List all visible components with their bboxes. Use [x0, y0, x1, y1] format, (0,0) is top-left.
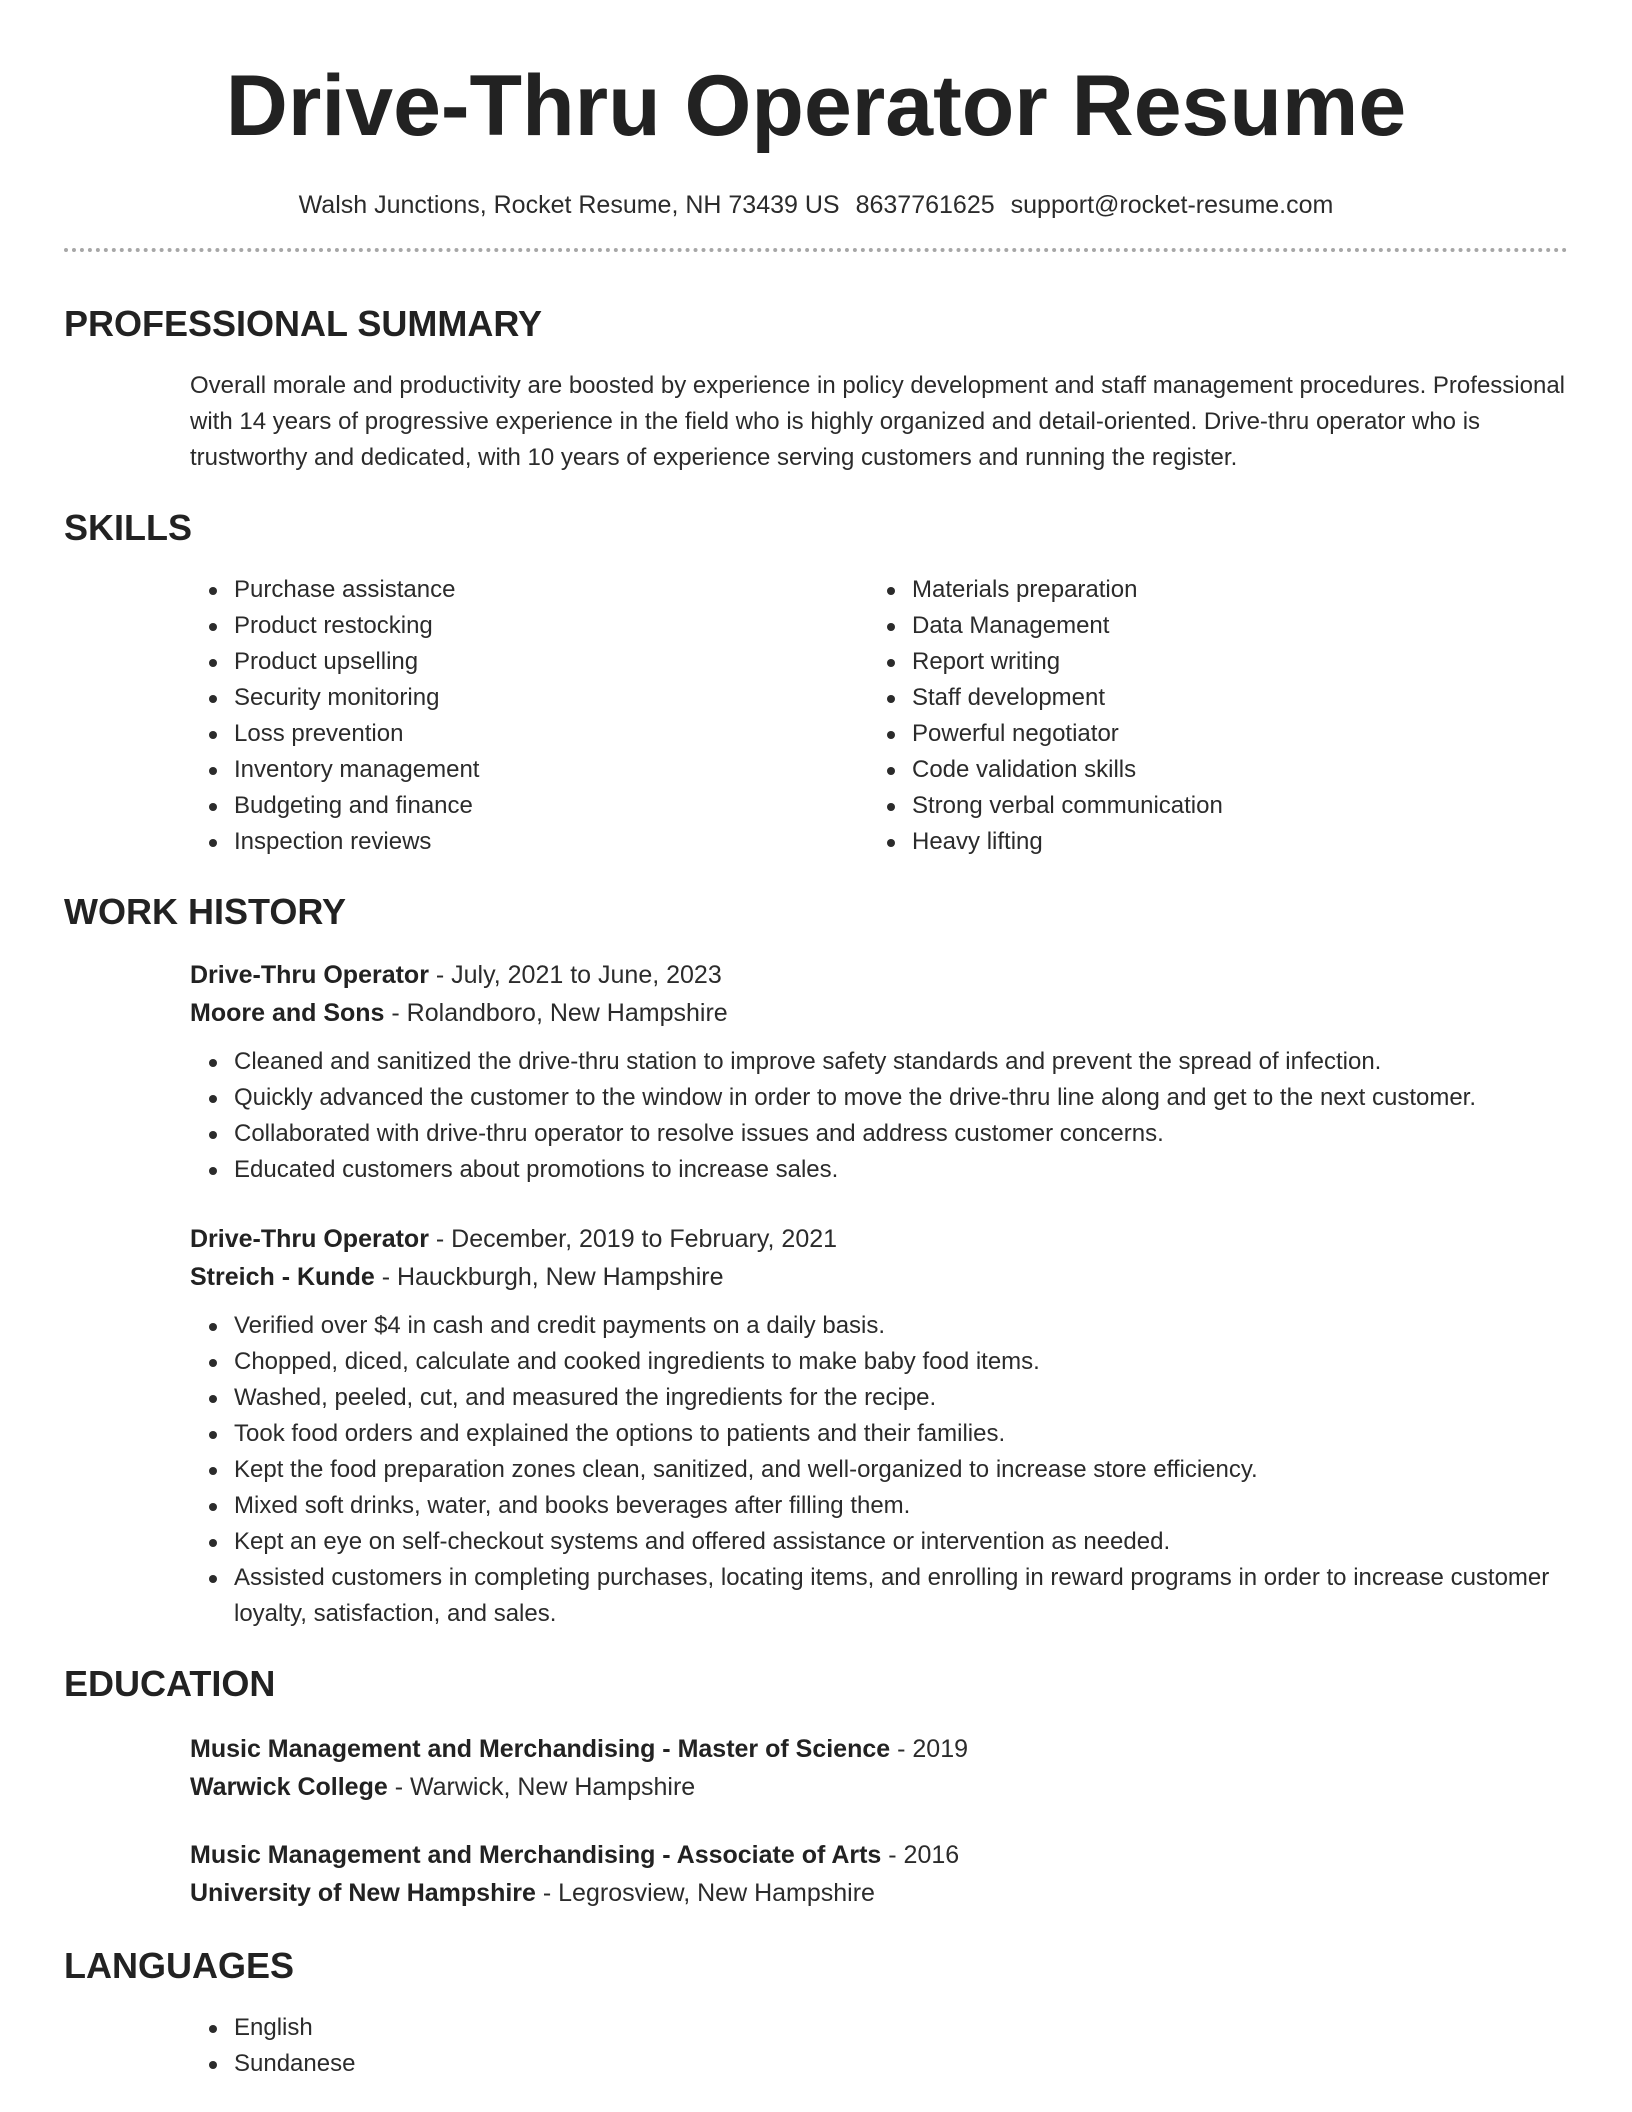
- contact-line: [64, 188, 1568, 222]
- degree: Music Management and Merchandising - Master of Science: [190, 1735, 891, 1763]
- degree: Music Management and Merchandising - Associate of Arts: [190, 1841, 882, 1869]
- school: University of New Hampshire: [190, 1879, 536, 1907]
- school-line: [190, 1768, 1568, 1806]
- job-duty: Mixed soft drinks, water, and books beverages after filling them.: [190, 1488, 1590, 1524]
- contact-phone: 8637761625: [855, 191, 995, 219]
- job-duties-list: [190, 1308, 1590, 1632]
- school-location: - Legrosview, New Hampshire: [535, 1879, 875, 1907]
- skill-item: Purchase assistance: [190, 572, 868, 608]
- education-section: [64, 1662, 1568, 1912]
- job-company: Streich - Kunde: [190, 1263, 375, 1291]
- summary-text: Overall morale and productivity are boosted by experience in policy development and staff management procedures. Professional with 14 years of progressive experience in the field who is highly organized and detail-oriented. Drive-thru operator who is trustworthy and dedicated, with 10 years of experience serving customers and running the register.: [190, 372, 1565, 471]
- school-line: [190, 1874, 1568, 1912]
- job-duty: Cleaned and sanitized the drive-thru station to improve safety standards and prevent the spread of infection.: [190, 1044, 1590, 1080]
- resume-title: Drive-Thru Operator Resume: [225, 58, 1407, 154]
- job-duty: Washed, peeled, cut, and measured the ingredients for the recipe.: [190, 1380, 1590, 1416]
- degree-year: - 2016: [881, 1841, 960, 1869]
- job-title-line: [190, 956, 1568, 994]
- header-divider: [64, 248, 1568, 252]
- job-duty: Kept an eye on self-checkout systems and offered assistance or intervention as needed.: [190, 1524, 1590, 1560]
- job-duty: Collaborated with drive-thru operator to resolve issues and address customer concerns.: [190, 1116, 1590, 1152]
- section-heading-summary: PROFESSIONAL SUMMARY: [64, 303, 543, 344]
- skill-item: Inventory management: [190, 752, 868, 788]
- education-entry: [190, 1730, 1568, 1806]
- job-duty: Quickly advanced the customer to the window in order to move the drive-thru line along and get to the next customer.: [190, 1080, 1590, 1116]
- languages-list: [190, 2010, 1568, 2082]
- job-duty: Assisted customers in completing purchases, locating items, and enrolling in reward programs in order to increase customer loyalty, satisfaction, and sales.: [190, 1560, 1590, 1632]
- contact-email: support@rocket-resume.com: [1010, 191, 1334, 219]
- job-location: - Rolandboro, New Hampshire: [384, 999, 728, 1027]
- job-company-line: [190, 994, 1568, 1032]
- skills-columns: [64, 572, 1568, 860]
- section-heading-work-history: WORK HISTORY: [64, 891, 347, 932]
- contact-address: Walsh Junctions, Rocket Resume, NH 73439 US: [298, 191, 840, 219]
- section-heading-languages: LANGUAGES: [64, 1945, 295, 1986]
- language-item: English: [190, 2010, 1568, 2046]
- school-location: - Warwick, New Hampshire: [387, 1773, 696, 1801]
- job-duty: Took food orders and explained the options to patients and their families.: [190, 1416, 1590, 1452]
- job-company: Moore and Sons: [190, 999, 385, 1027]
- skill-item: Code validation skills: [868, 752, 1468, 788]
- skills-list-right: [868, 572, 1468, 860]
- skill-item: Staff development: [868, 680, 1468, 716]
- job-duty: Chopped, diced, calculate and cooked ingredients to make baby food items.: [190, 1344, 1590, 1380]
- skills-list-left: [190, 572, 868, 860]
- job-location: - Hauckburgh, New Hampshire: [374, 1263, 724, 1291]
- job-dates: - December, 2019 to February, 2021: [428, 1225, 838, 1253]
- language-item: Sundanese: [190, 2046, 1568, 2082]
- section-heading-skills: SKILLS: [64, 507, 193, 548]
- education-entry: [190, 1836, 1568, 1912]
- skill-item: Powerful negotiator: [868, 716, 1468, 752]
- job-duty: Kept the food preparation zones clean, sanitized, and well-organized to increase store efficiency.: [190, 1452, 1590, 1488]
- skill-item: Inspection reviews: [190, 824, 868, 860]
- job-entry: [190, 956, 1568, 1188]
- school: Warwick College: [190, 1773, 388, 1801]
- professional-summary-section: [64, 302, 1568, 476]
- job-duty: Educated customers about promotions to increase sales.: [190, 1152, 1590, 1188]
- skill-item: Report writing: [868, 644, 1468, 680]
- degree-year: - 2019: [890, 1735, 969, 1763]
- degree-line: [190, 1730, 1568, 1768]
- skill-item: Data Management: [868, 608, 1468, 644]
- skill-item: Budgeting and finance: [190, 788, 868, 824]
- resume-header: [64, 0, 1568, 252]
- job-duty: Verified over $4 in cash and credit payments on a daily basis.: [190, 1308, 1590, 1344]
- skill-item: Product upselling: [190, 644, 868, 680]
- skill-item: Heavy lifting: [868, 824, 1468, 860]
- job-title: Drive-Thru Operator: [190, 1225, 429, 1253]
- languages-section: [64, 1944, 1568, 2082]
- work-history-section: [64, 890, 1568, 1632]
- job-dates: - July, 2021 to June, 2023: [428, 961, 722, 989]
- skill-item: Security monitoring: [190, 680, 868, 716]
- skill-item: Materials preparation: [868, 572, 1468, 608]
- skills-section: [64, 506, 1568, 860]
- job-company-line: [190, 1258, 1568, 1296]
- skill-item: Product restocking: [190, 608, 868, 644]
- skill-item: Loss prevention: [190, 716, 868, 752]
- section-heading-education: EDUCATION: [64, 1663, 276, 1704]
- degree-line: [190, 1836, 1568, 1874]
- job-title-line: [190, 1220, 1568, 1258]
- job-entry: [190, 1220, 1568, 1632]
- job-duties-list: [190, 1044, 1590, 1188]
- job-title: Drive-Thru Operator: [190, 961, 429, 989]
- skill-item: Strong verbal communication: [868, 788, 1468, 824]
